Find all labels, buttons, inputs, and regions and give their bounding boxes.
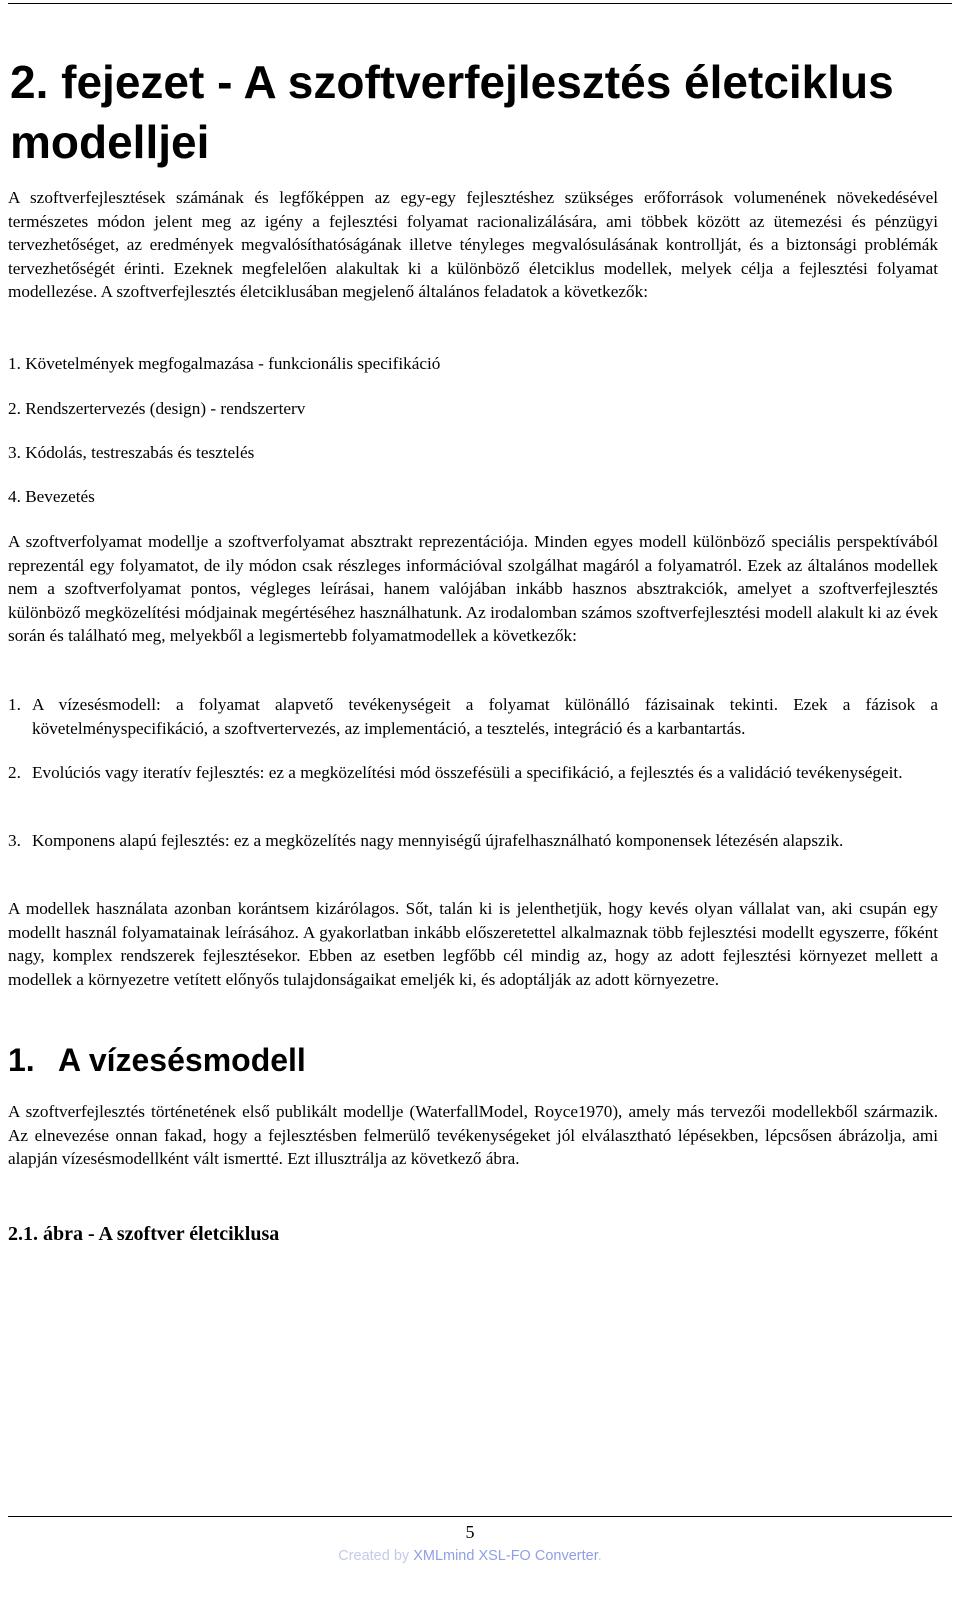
page-number: 5: [465, 1522, 475, 1542]
process-model-item: [8, 761, 938, 785]
lifecycle-task-1: 1. Követelmények megfogalmazása - funkcionális specifikáció: [8, 354, 441, 373]
bottom-divider: [8, 1516, 952, 1517]
list-item-text: Evolúciós vagy iteratív fejlesztés: ez a megközelítési mód összefésüli a specifikáció, a fejlesztés és a validáció tevékenységeit.: [32, 763, 903, 782]
credit-prefix: Created by: [338, 1548, 414, 1564]
top-divider: [8, 3, 952, 4]
section-title: A vízesésmodell: [58, 1042, 306, 1078]
list-number: 2.: [8, 763, 21, 782]
usage-paragraph: A modellek használata azonban korántsem kizárólagos. Sőt, talán ki is jelenthetjük, hogy kevés olyan vállalat van, aki csupán egy modellt használ folyamatainak leírásához. A gyakorlatban inkább előszeretettel alkalmaznak több fejlesztési modellt egyszerre, főként nagy, komplex rendszerek fejlesztésekor. Ebben az esetben legfőbb cél mindig az, hogy az adott fejlesztési környezet mellett a modellek a környezetre vetített előnyős tulajdonságaikat emeljék ki, és adoptálják az adott környezetre.: [8, 899, 938, 989]
lifecycle-task-3: 3. Kódolás, testreszabás és tesztelés: [8, 443, 255, 462]
list-number: 1.: [8, 695, 21, 714]
chapter-title: 2. fejezet - A szoftverfejlesztés életciklus modelljei: [10, 56, 894, 168]
section-number: 1.: [8, 1042, 35, 1078]
converter-brand: XMLmind XSL-FO Converter: [413, 1548, 598, 1564]
footer-credit: [0, 1546, 940, 1566]
list-number: 3.: [8, 831, 21, 850]
intro-paragraph: A szoftverfejlesztések számának és legfőképpen az egy-egy fejlesztéshez szükséges erőforrások volumenének növekedésével természetes módon jelent meg az igény a fejlesztési folyamat racionalizálására, ami többek között az ütemezési és pénzügyi tervezhetőséget, az eredmények megvalósíthatóságának illetve tényleges megvalósulásának kontrollját, és a biztonsági problémák tervezhetőségét érinti. Ezeknek megfelelően alakultak ki a különböző életciklus modellek, melyek célja a fejlesztési folyamat modellezése. A szoftverfejlesztés életciklusában megjelenő általános feladatok a következők:: [8, 188, 938, 302]
lifecycle-task-2: 2. Rendszertervezés (design) - rendszerterv: [8, 399, 306, 418]
figure-caption: 2.1. ábra - A szoftver életciklusa: [8, 1223, 280, 1245]
list-item-text: A vízesésmodell: a folyamat alapvető tevékenységeit a folyamat különálló fázisainak tekinti. Ezek a fázisok a követelményspecifikáció, a szoftvertervezés, az implementáció, a tesztelés, integráció és a karbantartás.: [32, 695, 938, 738]
process-model-item: [8, 693, 938, 740]
lifecycle-task-4: 4. Bevezetés: [8, 487, 95, 506]
process-model-item: [8, 829, 938, 853]
section-heading: [8, 1040, 306, 1080]
process-paragraph: A szoftverfolyamat modellje a szoftverfolyamat absztrakt reprezentációja. Minden egyes modell különböző speciális perspektívából reprezentál egy folyamatot, de ily módon csak részleges információval szolgálhat magáról a folyamatról. Ezek az általános modellek nem a szoftverfolyamat pontos, végleges leírásai, hanem valójában inkább hasznos absztrakciók, amelyet a szoftverfejlesztés különböző megközelítési módjainak megértéséhez használhatunk. Az irodalomban számos szoftverfejlesztési modell alakult ki az évek során és található meg, melyekből a legismertebb folyamatmodellek a következők:: [8, 532, 938, 646]
section-paragraph: A szoftverfejlesztés történetének első publikált modellje (WaterfallModel, Royce1970), amely más tervezői modellekből származik. Az elnevezése onnan fakad, hogy a fejlesztésben felmerülő tevékenységeket jól elválasztható lépésekben, lépcsősen ábrázolja, ami alapján vízesésmodellként vált ismertté. Ezt illusztrálja az következő ábra.: [8, 1102, 938, 1169]
credit-suffix: .: [597, 1548, 602, 1564]
list-item-text: Komponens alapú fejlesztés: ez a megközelítés nagy mennyiségű újrafelhasználható komponensek létezésén alapszik.: [32, 831, 844, 850]
